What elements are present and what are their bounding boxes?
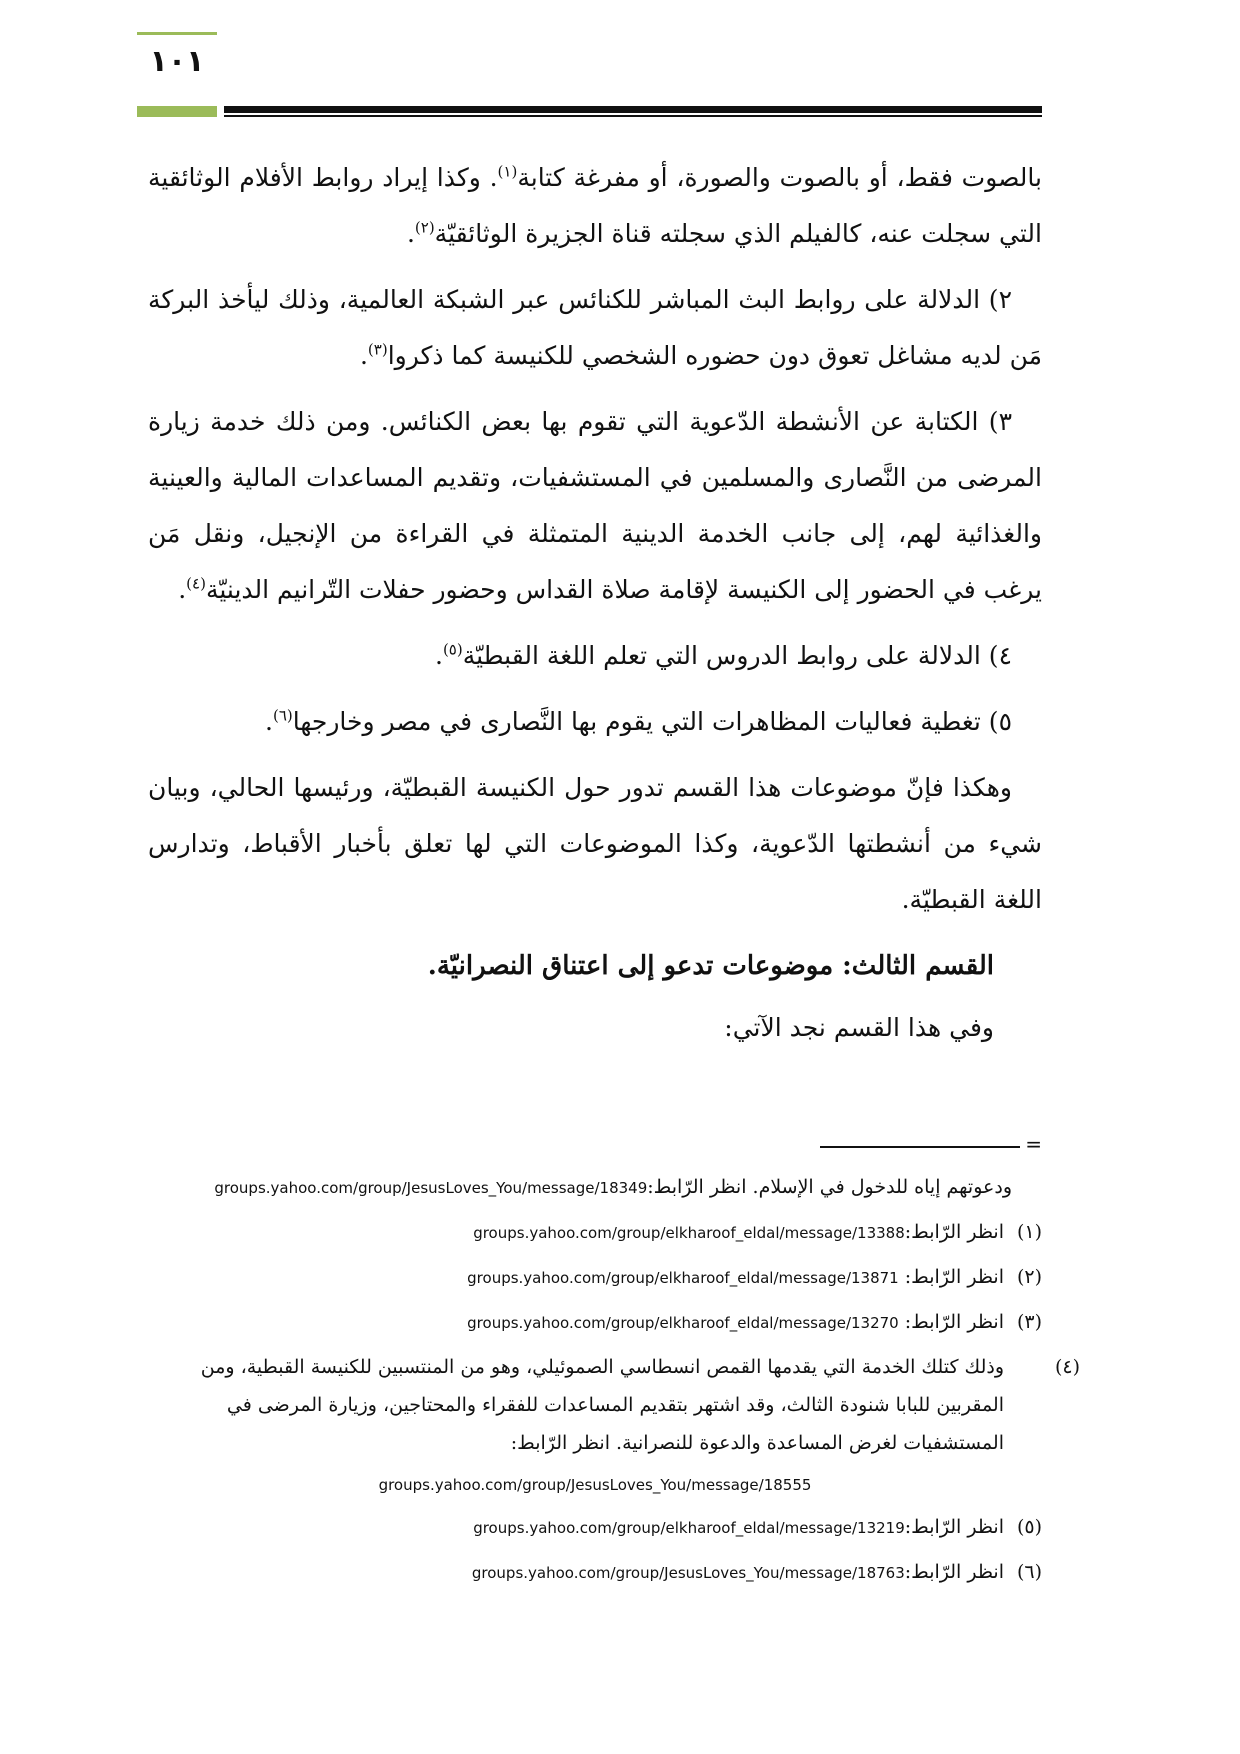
footnote-ref-5[interactable]: (٥) [442,640,463,659]
footnote-url[interactable]: groups.yahoo.com/group/JesusLoves_You/message/18763 [471,1564,905,1582]
footnote-number: (٦) [1016,1561,1042,1583]
footnotes [148,1168,1080,1598]
footnote-carry [148,1168,1042,1207]
footnote-url[interactable]: groups.yahoo.com/group/elkharoof_eldal/message/13388 [473,1224,905,1242]
footnote-ref-1[interactable]: (١) [497,162,518,181]
paragraph-5: ٥) تغطية فعاليات المظاهرات التي يقوم بها النَّصارى في مصر وخارجها$^{(٦)}$. [265,706,1012,736]
paragraph-2: ٢) الدلالة على روابط البث المباشر للكنائس عبر الشبكة العالمية، وذلك ليأخذ البركة مَن لديه مشاغل تعوق دون حضوره الشخصي للكنيسة كما ذكروا$^{(٣)}$. [148,285,1042,370]
footnote-text: انظر الرّابط: [904,1221,1004,1243]
paragraph-5-text: ٥) تغطية فعاليات المظاهرات التي يقوم بها النَّصارى في مصر وخارجها [292,707,1012,736]
footnote-text: انظر الرّابط: [904,1266,1004,1288]
paragraph-1-text: بالصوت فقط، أو بالصوت والصورة، أو مفرغة كتابة [517,163,1042,192]
paragraph-7: وفي هذا القسم نجد الآتي: [724,1013,994,1042]
footnote-number: (٤) [1054,1356,1080,1378]
header-rule [224,106,1042,117]
section-heading: القسم الثالث: موضوعات تدعو إلى اعتناق النصرانيّة. [427,951,994,981]
footnote-text: انظر الرّابط: [904,1516,1004,1538]
footnote-4 [148,1348,1080,1462]
footnote-carry-text: ودعوتهم إياه للدخول في الإسلام. انظر الرّابط: [647,1176,1012,1198]
footnote-text: انظر الرّابط: [904,1311,1004,1333]
footnote-url[interactable]: groups.yahoo.com/group/elkharoof_eldal/message/13219 [473,1519,905,1537]
footnote-number: (٥) [1016,1516,1042,1538]
paragraph-2-text: ٢) الدلالة على روابط البث المباشر للكنائس عبر الشبكة العالمية، وذلك ليأخذ البركة مَن لديه مشاغل تعوق دون حضوره الشخصي للكنيسة كما ذكروا [148,285,1042,370]
main-text [148,150,1042,1056]
footnote-text: وذلك كتلك الخدمة التي يقدمها القمص انسطاسي الصموئيلي، وهو من المنتسبين للكنيسة القبطية، ومن المقربين للبابا شنودة الثالث، وقد اشتهر بتقديم المساعدات للفقراء والمحتاجين، وزيارة المرضى في المستشفيات لغرض المساعدة والدعوة للنصرانية. انظر الرّابط: [200,1356,1004,1454]
footnote-6 [148,1553,1042,1592]
page-number: ١٠١ [149,44,205,79]
paragraph-1-text-b: . وكذا إيراد روابط الأفلام الوثائقية التي سجلت عنه، كالفيلم الذي سجلته قناة الجزيرة الوثائقيّة [148,163,1042,248]
paragraph-3-text: ٣) الكتابة عن الأنشطة الدّعوية التي تقوم بها بعض الكنائس. ومن ذلك خدمة زيارة المرضى من النَّصارى والمسلمين في المستشفيات، وتقديم المساعدات المالية والعينية والغذائية لهم، إلى جانب الخدمة الدينية المتمثلة في القراءة من الإنجيل، ونقل مَن يرغب في الحضور إلى الكنيسة لإقامة صلاة القداس وحضور حفلات التّرانيم الدينيّة [148,407,1042,604]
footnote-4-url[interactable]: groups.yahoo.com/group/JesusLoves_You/message/18555 [378,1476,812,1494]
header-rule-thin [224,115,1042,117]
footnote-number: (٣) [1016,1311,1042,1333]
footnote-separator-line [820,1146,1020,1148]
paragraph-1: بالصوت فقط، أو بالصوت والصورة، أو مفرغة كتابة$^{(١)}$. وكذا إيراد روابط الأفلام الوثائقية التي سجلت عنه، كالفيلم الذي سجلته قناة الجزيرة الوثائقيّة$^{(٢)}$. [148,162,1042,248]
footnote-5 [148,1508,1042,1547]
footnote-2 [148,1258,1042,1297]
header-accent-line [137,32,217,35]
footnote-url[interactable]: groups.yahoo.com/group/elkharoof_eldal/message/13270 [467,1314,899,1332]
footnote-ref-3[interactable]: (٣) [367,340,388,359]
footnote-url[interactable]: groups.yahoo.com/group/elkharoof_eldal/message/13871 [467,1269,899,1287]
footnote-3 [148,1303,1042,1342]
paragraph-6: وهكذا فإنّ موضوعات هذا القسم تدور حول الكنيسة القبطيّة، ورئيسها الحالي، وبيان شيء من أنشطتها الدّعوية، وكذا الموضوعات التي لها تعلق بأخبار الأقباط، وتدارس اللغة القبطيّة. [148,773,1042,914]
paragraph-4: ٤) الدلالة على روابط الدروس التي تعلم اللغة القبطيّة$^{(٥)}$. [434,640,1012,670]
footnote-carry-url[interactable]: groups.yahoo.com/group/JesusLoves_You/message/18349 [214,1179,648,1197]
footnote-ref-4[interactable]: (٤) [186,574,206,593]
footnote-text: انظر الرّابط: [904,1561,1004,1583]
footnote-1 [148,1213,1042,1252]
paragraph-4-text: ٤) الدلالة على روابط الدروس التي تعلم اللغة القبطيّة [462,641,1012,670]
footnote-number: (١) [1016,1221,1042,1243]
footnote-number: (٢) [1016,1266,1042,1288]
header-accent-bar [137,106,217,117]
footnote-continuation-mark: = [1025,1132,1042,1156]
footnote-ref-6[interactable]: (٦) [272,706,293,725]
paragraph-3: ٣) الكتابة عن الأنشطة الدّعوية التي تقوم بها بعض الكنائس. ومن ذلك خدمة زيارة المرضى من النَّصارى والمسلمين في المستشفيات، وتقديم المساعدات المالية والعينية والغذائية لهم، إلى جانب الخدمة الدينية المتمثلة في القراءة من الإنجيل، ونقل مَن يرغب في الحضور إلى الكنيسة لإقامة صلاة القداس وحضور حفلات التّرانيم الدينيّة$^{(٤)}$. [148,407,1042,604]
header-rule-thick [224,106,1042,113]
footnote-ref-2[interactable]: (٢) [414,218,435,237]
